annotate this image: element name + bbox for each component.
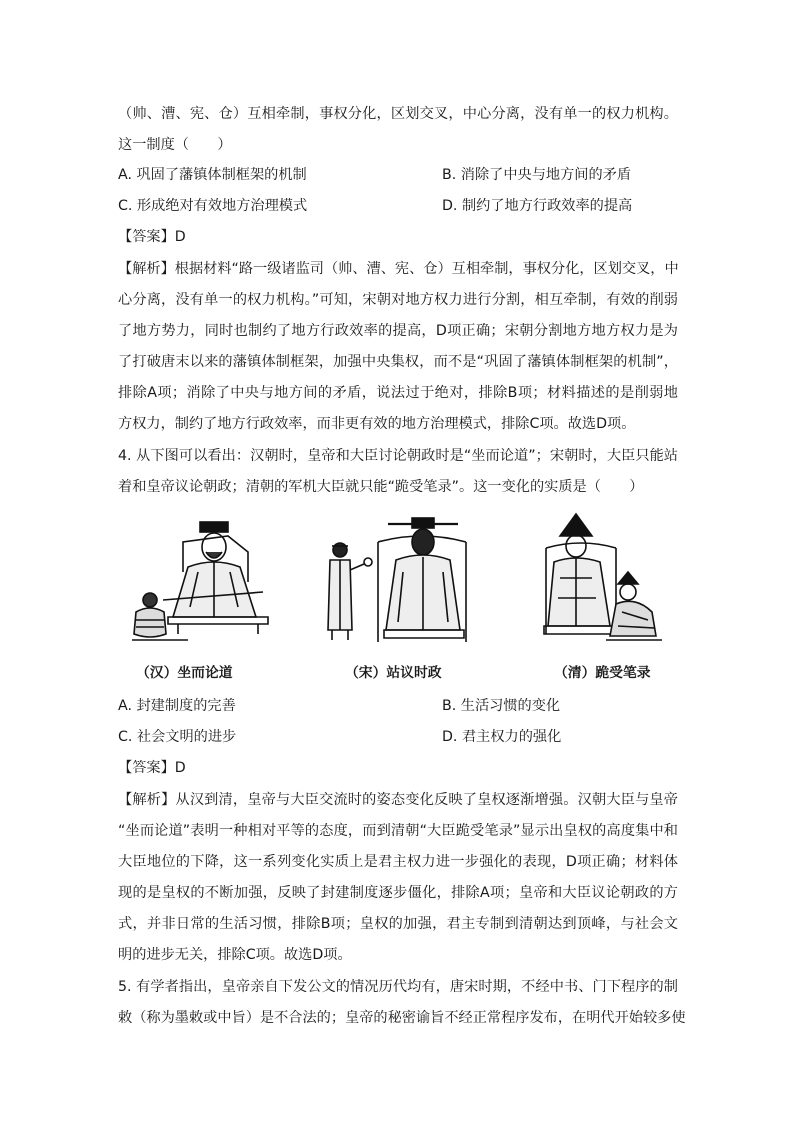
q3-stem-line: 这一制度（ ） bbox=[118, 137, 232, 153]
q3-analysis-line: 了地方势力，同时也制约了地方行政效率的提高，D项正确；宋朝分割地方地方权力是为 bbox=[118, 323, 678, 339]
q4-option-a: A. 封建制度的完善 bbox=[118, 698, 236, 714]
q3-analysis-line: 方权力，制约了地方行政效率，而非更有效的地方治理模式，排除C项。故选D项。 bbox=[118, 416, 636, 432]
q3-analysis-line: 心分离，没有单一的权力机构。”可知，宋朝对地方权力进行分割，相互牵制，有效的削弱 bbox=[118, 292, 678, 308]
qing-caption: （清）跪受笔录 bbox=[554, 665, 651, 681]
han-caption: （汉）坐而论道 bbox=[136, 665, 233, 681]
song-illustration bbox=[318, 512, 478, 652]
q3-option-d: D. 制约了地方行政效率的提高 bbox=[442, 198, 633, 214]
q5-stem-line: 敕（称为墨敕或中旨）是不合法的；皇帝的秘密谕旨不经正常程序发布，在明代开始较多使 bbox=[118, 1010, 686, 1026]
q3-answer: 【答案】D bbox=[118, 229, 186, 245]
q4-analysis-line: 现的是皇权的不断加强，反映了封建制度逐步僵化，排除A项；皇帝和大臣议论朝政的方 bbox=[118, 885, 678, 901]
q3-analysis-line: 了打破唐末以来的藩镇体制框架，加强中央集权，而不是“巩固了藩镇体制框架的机制”， bbox=[118, 354, 678, 370]
q4-answer: 【答案】D bbox=[118, 760, 186, 776]
q3-option-c: C. 形成绝对有效地方治理模式 bbox=[118, 198, 308, 214]
q4-option-b: B. 生活习惯的变化 bbox=[442, 698, 561, 714]
han-illustration bbox=[128, 512, 278, 652]
q3-stem-line: （帅、漕、宪、仓）互相牵制，事权分化，区划交叉，中心分离，没有单一的权力机构。 bbox=[118, 106, 678, 122]
q3-analysis-line: 【解析】根据材料“路一级诸监司（帅、漕、宪、仓）互相牵制，事权分化，区划交叉，中 bbox=[118, 261, 679, 277]
q4-analysis-line: 大臣地位的下降，这一系列变化实质上是君主权力进一步强化的表现，D项正确；材料体 bbox=[118, 854, 678, 870]
q4-analysis-line: 明的进步无关，排除C项。故选D项。 bbox=[118, 947, 352, 963]
song-caption: （宋）站议时政 bbox=[345, 665, 442, 681]
q4-option-d: D. 君主权力的强化 bbox=[442, 729, 562, 745]
q5-stem-line: 5. 有学者指出，皇帝亲自下发公文的情况历代均有，唐宋时期，不经中书、门下程序的制 bbox=[118, 979, 678, 995]
q3-option-b: B. 消除了中央与地方间的矛盾 bbox=[442, 167, 632, 183]
q4-stem-line: 着和皇帝议论朝政；清朝的军机大臣就只能“跪受笔录”。这一变化的实质是（ ） bbox=[118, 479, 644, 495]
qing-illustration bbox=[538, 508, 668, 652]
q4-stem-line: 4. 从下图可以看出：汉朝时，皇帝和大臣讨论朝政时是“坐而论道”；宋朝时，大臣只能站 bbox=[118, 448, 678, 464]
q4-analysis-line: 式，并非日常的生活习惯，排除B项；皇权的加强，君主专制到清朝达到顶峰，与社会文 bbox=[118, 916, 678, 932]
q4-analysis-line: “坐而论道”表明一种相对平等的态度，而到清朝“大臣跪受笔录”显示出皇权的高度集中和 bbox=[118, 823, 678, 839]
q4-analysis-line: 【解析】从汉到清，皇帝与大臣交流时的姿态变化反映了皇权逐渐增强。汉朝大臣与皇帝 bbox=[118, 792, 678, 808]
q4-option-c: C. 社会文明的进步 bbox=[118, 729, 237, 745]
q3-analysis-line: 排除A项；消除了中央与地方间的矛盾，说法过于绝对，排除B项；材料描述的是削弱地 bbox=[118, 385, 678, 401]
q3-option-a: A. 巩固了藩镇体制框架的机制 bbox=[118, 167, 307, 183]
